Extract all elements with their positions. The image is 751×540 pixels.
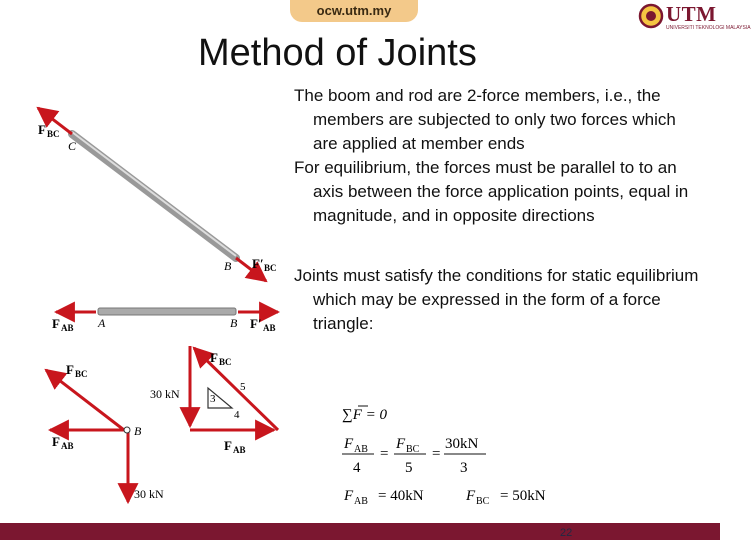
result-fbc-lhs: F — [466, 488, 476, 504]
triangle-fab-label: F — [224, 438, 232, 453]
ratio-eq-2: = — [432, 446, 441, 462]
free-body-diagrams — [0, 92, 290, 512]
slide-title: Method of Joints — [198, 32, 477, 74]
boom-force-bottom-label: F′ — [252, 256, 264, 271]
triangle-side-3: 3 — [210, 393, 216, 405]
triangle-side-4: 4 — [234, 409, 240, 421]
triangle-load-label: 30 kN — [150, 387, 180, 401]
joint-load-label: 30 kN — [134, 487, 164, 501]
rod-force-left-sub: AB — [61, 323, 74, 333]
sum-force-equation — [342, 406, 387, 423]
boom-diagram — [38, 108, 277, 281]
logo-subtitle: UNIVERSITI TEKNOLOGI MALAYSIA — [666, 25, 751, 31]
rod-force-left-label: F — [52, 316, 60, 331]
boom-force-top-sub: BC — [47, 129, 60, 139]
boom-joint-c: C — [68, 139, 77, 153]
ratio-load: 30kN — [445, 436, 479, 452]
force-triangle — [150, 346, 278, 455]
sum-force-text: ∑F = 0 — [342, 407, 387, 423]
rod-force-right-sub: AB — [263, 323, 276, 333]
bullet-list — [294, 84, 704, 336]
boom-force-top-label: F — [38, 122, 46, 137]
footer-bar — [0, 523, 720, 540]
boom-force-bottom-sub: BC — [264, 263, 277, 273]
crest-icon — [638, 3, 664, 29]
rod-joint-b: B — [230, 316, 238, 330]
result-equations — [343, 488, 546, 507]
bullet-equilibrium: For equilibrium, the forces must be parallel to to an axis between the force application points, equal in magnitude, and in opposite directions — [294, 158, 689, 225]
ratio-fab-den: 4 — [353, 460, 361, 476]
ratio-equation — [342, 436, 486, 476]
rod-force-right-label: F′ — [250, 316, 262, 331]
triangle-fbc-sub: BC — [219, 357, 232, 367]
ratio-fab-sub: AB — [354, 444, 368, 455]
joint-fab-sub: AB — [61, 441, 74, 451]
ratio-fbc-den: 5 — [405, 460, 413, 476]
boom-joint-b: B — [224, 259, 232, 273]
logo-text: UTM — [666, 2, 717, 26]
joint-b-diagram — [46, 362, 164, 502]
joint-fbc-label: F — [66, 362, 74, 377]
ratio-load-den: 3 — [460, 460, 468, 476]
utm-logo — [636, 2, 751, 31]
joint-fbc-arrow — [46, 370, 124, 430]
ratio-eq-1: = — [380, 446, 389, 462]
rod-joint-a: A — [98, 316, 106, 330]
triangle-fbc-label: F — [210, 350, 218, 365]
page-number: 22 — [560, 527, 573, 539]
result-fab-sub: AB — [354, 496, 368, 507]
result-fbc-rhs: = 50kN — [500, 488, 546, 504]
site-url-tab: ocw.utm.my — [290, 0, 418, 22]
result-fab-lhs: F — [344, 488, 354, 504]
boom-member — [72, 134, 236, 258]
equations — [340, 400, 580, 512]
joint-fab-label: F — [52, 434, 60, 449]
bullet-joints: Joints must satisfy the conditions for static equilibrium which may be expressed in the form of a force triangle: — [294, 266, 699, 333]
ratio-fbc-sub: BC — [406, 444, 420, 455]
rod-member — [98, 308, 236, 315]
result-fab-rhs: = 40kN — [378, 488, 424, 504]
joint-fbc-sub: BC — [75, 369, 88, 379]
ratio-fab: F — [344, 436, 354, 452]
result-fbc-sub: BC — [476, 496, 490, 507]
joint-b-label: B — [134, 424, 142, 438]
triangle-fab-sub: AB — [233, 445, 246, 455]
ratio-fbc: F — [396, 436, 406, 452]
triangle-side-5: 5 — [240, 381, 246, 393]
bullet-two-force-members: The boom and rod are 2-force members, i.e., the members are subjected to only two forces which are applied at member ends — [294, 86, 676, 153]
rod-diagram — [52, 308, 278, 333]
